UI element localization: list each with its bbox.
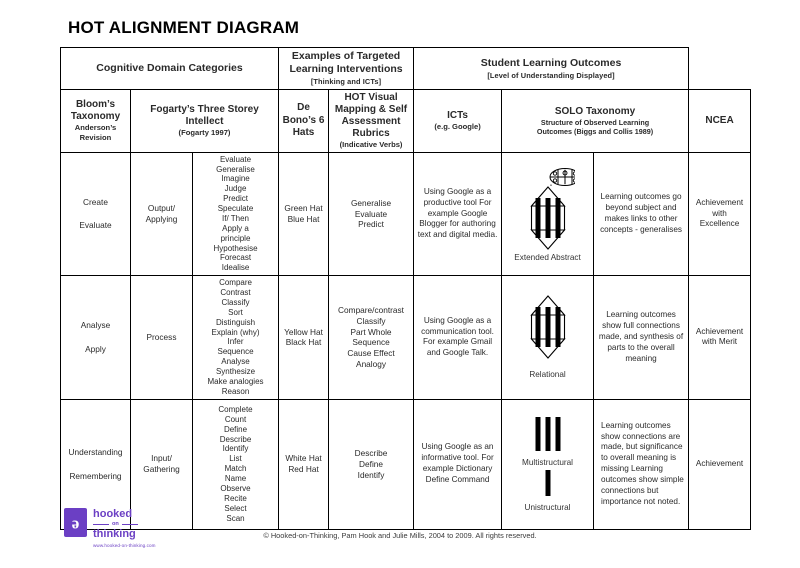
text-line: Identify bbox=[357, 469, 385, 480]
cell-solo-taxonomy bbox=[502, 152, 594, 276]
cell-blooms-taxonomy bbox=[61, 276, 131, 400]
bloom-level-upper: Analyse bbox=[80, 320, 111, 331]
text-line: Scan bbox=[226, 513, 245, 523]
text-line: Apply a bbox=[222, 223, 249, 233]
text-line: Sort bbox=[228, 307, 243, 317]
cell-ncea: Achievement bbox=[689, 399, 751, 529]
column-title: Fogarty’s Three Storey Intellect bbox=[150, 103, 259, 127]
cell-fogarty-storey bbox=[131, 276, 193, 400]
band-title: Student Learning Outcomes bbox=[480, 56, 622, 69]
text-line: Compare/contrast bbox=[338, 304, 404, 315]
text-line: Analyse bbox=[221, 357, 250, 367]
text-line: Generalise bbox=[216, 164, 255, 174]
text-line: Evaluate bbox=[354, 208, 388, 219]
text-line: Hypothesise bbox=[213, 243, 258, 253]
column-sub1: (e.g. Google) bbox=[434, 121, 481, 131]
text-line: Red Hat bbox=[288, 464, 319, 475]
text-line: Predict bbox=[358, 219, 384, 230]
column-header-fogarty bbox=[131, 89, 279, 152]
multistructural-icon bbox=[521, 415, 575, 457]
cell-fogarty-storey bbox=[131, 152, 193, 276]
text-line: Select bbox=[224, 503, 247, 513]
column-sub1: (Fogarty 1997) bbox=[178, 128, 231, 138]
band-title: Cognitive Domain Categories bbox=[96, 61, 243, 74]
text-line: Define bbox=[223, 424, 248, 434]
text-line: Yellow Hat bbox=[284, 326, 323, 337]
logo-connector: on bbox=[112, 521, 119, 528]
spacer bbox=[64, 207, 127, 220]
band-student-learning-outcomes bbox=[414, 48, 689, 90]
column-sub1: Structure of Observed Learning bbox=[540, 117, 650, 127]
table-row bbox=[61, 399, 751, 529]
text-line: Reason bbox=[221, 386, 250, 396]
column-header-row bbox=[61, 89, 751, 152]
solo-level bbox=[505, 166, 590, 263]
text-line: Generalise bbox=[350, 197, 392, 208]
text-line: Identify bbox=[222, 444, 249, 454]
text-line: Judge bbox=[224, 184, 247, 194]
alignment-table bbox=[60, 47, 751, 530]
bloom-level-lower: Evaluate bbox=[79, 220, 112, 231]
solo-level-label: Extended Abstract bbox=[514, 252, 581, 262]
cell-ncea: Achievement with Excellence bbox=[689, 152, 751, 276]
cell-hot-visual-mapping bbox=[329, 399, 414, 529]
cell-fogarty-verbs bbox=[193, 152, 279, 276]
text-line: Explain (why) bbox=[211, 327, 260, 337]
cell-fogarty-verbs bbox=[193, 399, 279, 529]
table-row bbox=[61, 152, 751, 276]
band-cognitive-domain bbox=[61, 48, 279, 90]
logo-rule-right bbox=[122, 524, 138, 525]
text-line: If/ Then bbox=[222, 213, 249, 223]
cell-solo-taxonomy bbox=[502, 276, 594, 400]
column-sub2: Revision bbox=[79, 132, 112, 142]
cell-hot-visual-mapping bbox=[329, 276, 414, 400]
logo-line-thinking: thinking bbox=[93, 528, 136, 541]
table-row bbox=[61, 276, 751, 400]
solo-level-label: Relational bbox=[529, 370, 566, 380]
text-line: Classify bbox=[356, 315, 386, 326]
hooked-on-thinking-logo bbox=[64, 508, 156, 548]
text-line: principle bbox=[220, 233, 251, 243]
column-header-hot-visual-mapping bbox=[329, 89, 414, 152]
cell-icts: Using Google as a productive tool For example Google Blogger for authoring text and digital media. bbox=[414, 152, 502, 276]
bloom-level-upper: Create bbox=[83, 196, 108, 207]
column-header-blooms-taxonomy bbox=[61, 89, 131, 152]
band-subtitle: [Level of Understanding Displayed] bbox=[487, 70, 615, 80]
solo-level-label: Unistructural bbox=[524, 503, 571, 513]
text-line: Count bbox=[224, 414, 247, 424]
text-line: Evaluate bbox=[219, 154, 252, 164]
band-subtitle: [Thinking and ICTs] bbox=[310, 77, 382, 87]
text-line: Analogy bbox=[356, 359, 387, 370]
text-line: Distinguish bbox=[215, 317, 256, 327]
band-title: Examples of Targeted Learning Interventions bbox=[289, 50, 403, 76]
unistructural-icon bbox=[521, 468, 575, 502]
text-line: Complete bbox=[218, 404, 253, 414]
generalisation-ellipse-icon bbox=[550, 168, 575, 186]
text-line: Cause Effect bbox=[347, 348, 395, 359]
column-title: HOT Visual Mapping & Self Assessment Rubrics bbox=[334, 91, 408, 140]
copyright-notice: © Hooked-on-Thinking, Pam Hook and Julie Mills, 2004 to 2009. All rights reserved. bbox=[263, 531, 537, 540]
text-line: Observe bbox=[220, 483, 251, 493]
text-line: Forecast bbox=[219, 253, 252, 263]
cell-learning-outcome: Learning outcomes show connections are made, but significance to overall meaning is missing Learning outcomes show simple connections but importance not noted. bbox=[594, 399, 689, 529]
text-line: Synthesize bbox=[215, 367, 256, 377]
solo-level-label: Multistructural bbox=[522, 458, 574, 468]
text-line: Predict bbox=[223, 194, 248, 204]
text-line: Speculate bbox=[217, 204, 254, 214]
cell-fogarty-verbs bbox=[193, 276, 279, 400]
column-title: Bloom’s Taxonomy bbox=[70, 98, 121, 123]
text-line: List bbox=[229, 454, 242, 464]
column-sub1: Anderson’s bbox=[74, 123, 117, 133]
text-line: Contrast bbox=[220, 288, 251, 298]
text-line: Classify bbox=[221, 297, 250, 307]
logo-rule-left bbox=[93, 524, 109, 525]
extended-abstract-icon bbox=[521, 166, 575, 252]
text-line: Green Hat bbox=[284, 203, 323, 214]
text-line: Blue Hat bbox=[287, 213, 320, 224]
column-title: De Bono’s 6 Hats bbox=[282, 102, 325, 138]
cell-blooms-taxonomy bbox=[61, 152, 131, 276]
text-line: Name bbox=[224, 474, 247, 484]
logo-connector-row bbox=[93, 521, 156, 527]
header-band-row bbox=[61, 48, 751, 90]
text-line: Infer bbox=[227, 337, 244, 347]
cell-solo-taxonomy bbox=[502, 399, 594, 529]
cell-de-bono-hats bbox=[279, 276, 329, 400]
text-line: Sequence bbox=[352, 337, 390, 348]
logo-url: www.hooked-on-thinking.com bbox=[93, 542, 156, 548]
column-header-icts bbox=[414, 89, 502, 152]
text-line: Input/ bbox=[151, 453, 172, 464]
text-line: Define bbox=[359, 458, 384, 469]
bloom-level-lower: Remembering bbox=[69, 470, 122, 481]
cell-learning-outcome: Learning outcomes show full connections made, and synthesis of parts to the overall meaning bbox=[594, 276, 689, 400]
text-line: Describe bbox=[354, 447, 388, 458]
bloom-level-upper: Understanding bbox=[68, 446, 123, 457]
column-header-solo-taxonomy bbox=[502, 89, 689, 152]
relational-icon bbox=[521, 295, 575, 369]
text-line: Describe bbox=[219, 434, 252, 444]
cell-de-bono-hats bbox=[279, 152, 329, 276]
column-title: ICTs bbox=[447, 109, 468, 121]
column-title: SOLO Taxonomy bbox=[554, 105, 636, 117]
logo-glyph: ə bbox=[71, 513, 80, 532]
cell-de-bono-hats bbox=[279, 399, 329, 529]
bloom-level-lower: Apply bbox=[85, 343, 106, 354]
cell-icts: Using Google as an informative tool. For example Dictionary Define Command bbox=[414, 399, 502, 529]
solo-level bbox=[505, 295, 590, 380]
spacer bbox=[64, 331, 127, 344]
spacer bbox=[64, 458, 127, 471]
text-line: Match bbox=[224, 464, 247, 474]
text-line: Idealise bbox=[221, 263, 250, 273]
text-line: Output/ bbox=[147, 203, 176, 214]
text-line: Part Whole bbox=[350, 326, 392, 337]
text-line: Recite bbox=[224, 493, 247, 503]
text-line: Sequence bbox=[217, 347, 254, 357]
solo-level bbox=[505, 415, 590, 468]
text-line: Gathering bbox=[143, 464, 180, 475]
text-line: Imagine bbox=[221, 174, 250, 184]
text-line: Applying bbox=[145, 213, 178, 224]
text-line: Compare bbox=[219, 278, 252, 288]
text-line: Black Hat bbox=[285, 337, 322, 348]
text-line: Process bbox=[146, 332, 177, 343]
band-targeted-interventions bbox=[279, 48, 414, 90]
text-line: White Hat bbox=[285, 453, 322, 464]
column-title: NCEA bbox=[705, 114, 734, 126]
cell-icts: Using Google as a communication tool. For example Gmail and Google Talk. bbox=[414, 276, 502, 400]
column-sub1: (Indicative Verbs) bbox=[339, 140, 403, 150]
page-title: HOT ALIGNMENT DIAGRAM bbox=[68, 18, 300, 37]
logo-line-hooked: hooked bbox=[93, 508, 133, 520]
cell-hot-visual-mapping bbox=[329, 152, 414, 276]
column-header-ncea bbox=[689, 89, 751, 152]
column-header-de-bono bbox=[279, 89, 329, 152]
cell-learning-outcome: Learning outcomes go beyond subject and makes links to other concepts - generalises bbox=[594, 152, 689, 276]
text-line: Make analogies bbox=[207, 376, 264, 386]
column-sub2: Outcomes (Biggs and Collis 1989) bbox=[536, 126, 654, 136]
solo-level bbox=[505, 468, 590, 513]
logo-wordmark bbox=[93, 508, 156, 548]
cell-ncea: Achievement with Merit bbox=[689, 276, 751, 400]
